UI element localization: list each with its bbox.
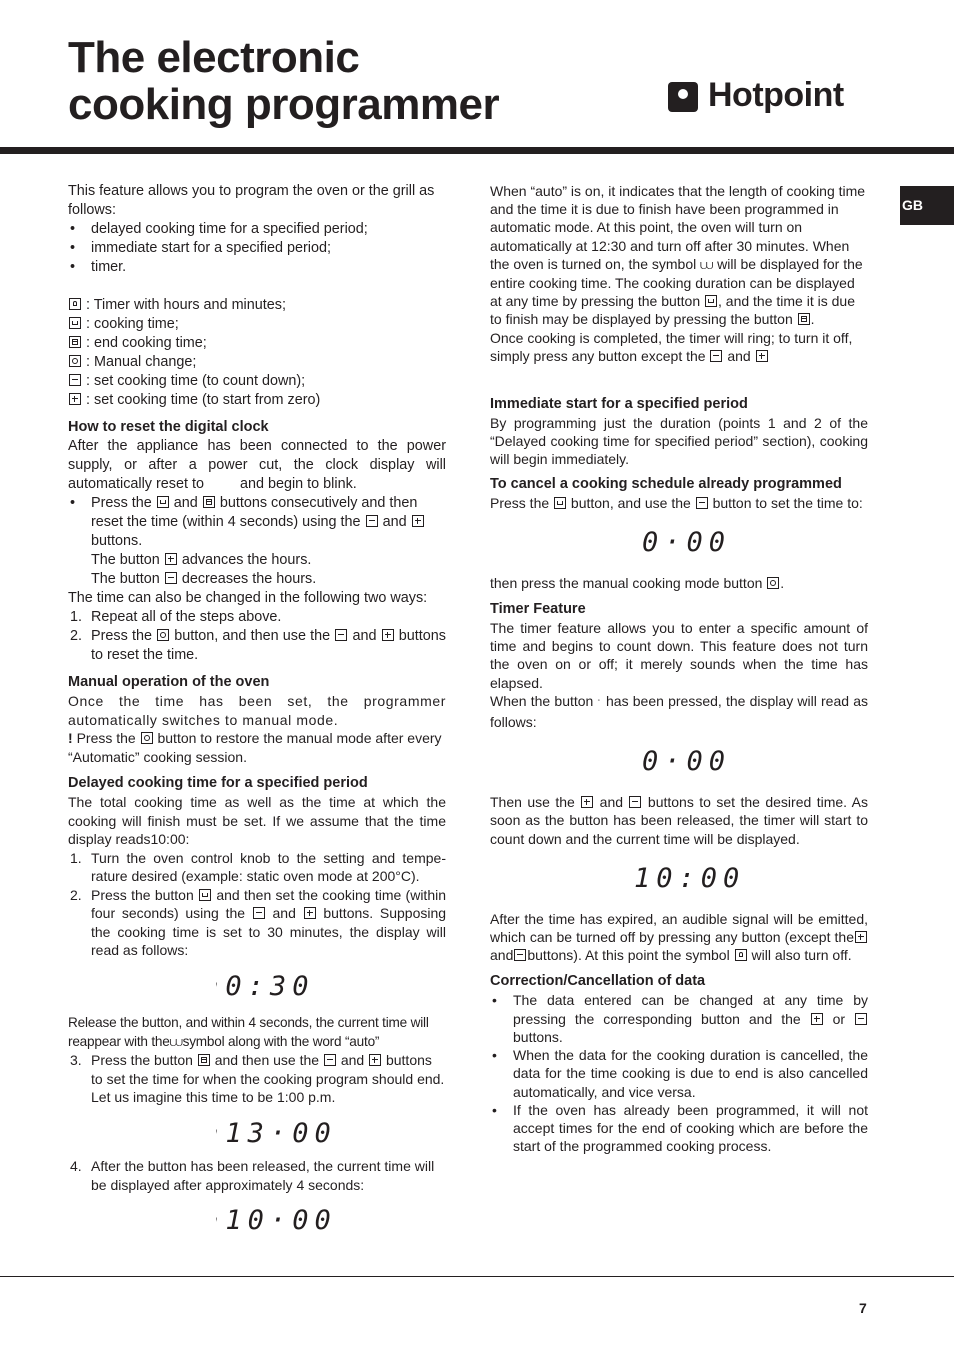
legend-plus: : set cooking time (to start from zero)	[68, 391, 446, 410]
button-legend	[68, 296, 446, 410]
plus-icon	[855, 931, 867, 943]
minus-icon	[855, 1013, 867, 1025]
reset-heading: How to reset the digital clock	[68, 419, 269, 435]
immediate-text: By programming just the duration (points 1 and 2 of the “Delayed cooking time for specified period” section), cooking will begin immediately.	[490, 415, 868, 468]
minus-icon	[710, 350, 722, 362]
manual-mode-icon	[141, 732, 153, 744]
release-text: Release the button, and within 4 seconds, the current time will reappear with the⩊symbol along with the word “auto”	[68, 1015, 429, 1049]
page-number: 7	[859, 1300, 867, 1316]
right-column	[490, 182, 868, 1155]
list-item: 2. Press the button, and then use the and buttons to reset the time.	[70, 628, 446, 663]
list-item: 3. Press the button and then use the and buttons to set the time for when the cooking program should end. Let us imagine this time to be 1:00 p.m.	[70, 1052, 445, 1105]
cooking-time-icon	[554, 497, 566, 509]
lcd-display-30min: ꜝ 0:30	[214, 970, 315, 1002]
brand-name: Hotpoint	[708, 76, 844, 114]
legend-end-cooking: : end cooking time;	[68, 334, 446, 353]
timer-bell-icon	[69, 298, 81, 310]
end-cooking-icon	[198, 1054, 210, 1066]
end-cooking-icon	[69, 336, 81, 348]
legend-manual: : Manual change;	[68, 353, 446, 372]
bell-icon: ﾟ	[597, 698, 602, 708]
end-cooking-icon	[798, 313, 810, 325]
reset-text: After the appliance has been connected to the power supply, or after a power cut, the clock display will automatically reset to and begin to blink.	[68, 438, 450, 492]
cooking-time-icon	[157, 496, 169, 508]
auto-indicator-icon: ꜝ	[214, 982, 220, 992]
header-rule	[0, 147, 954, 154]
plus-icon	[165, 553, 177, 565]
legend-minus: : set cooking time (to count down);	[68, 372, 446, 391]
minus-icon	[696, 497, 708, 509]
manual-heading: Manual operation of the oven	[68, 674, 270, 690]
footer-rule	[0, 1276, 954, 1277]
page-title	[68, 34, 499, 128]
legend-cooking-time: : cooking time;	[68, 315, 446, 334]
end-cooking-icon	[203, 496, 215, 508]
lcd-display-timer: 0·00	[642, 746, 732, 778]
minus-icon	[366, 515, 378, 527]
plus-icon	[382, 629, 394, 641]
intro-list	[68, 220, 446, 277]
list-item: • When the data for the cooking duration is cancelled, the data for the time cooking is due to end is also cancelled automatically, and vice versa.	[492, 1047, 868, 1100]
list-item: • Press the and buttons consecutively and then reset the time (within 4 seconds) using the and buttons. The button advances the hours. The button decreases the hours.	[68, 494, 446, 589]
manual-mode-icon	[69, 355, 81, 367]
minus-icon	[253, 907, 265, 919]
cooking-time-icon	[705, 295, 717, 307]
plus-icon	[581, 796, 593, 808]
list-item: • timer.	[70, 259, 127, 275]
correction-heading: Correction/Cancellation of data	[490, 973, 706, 990]
lcd-display-1000: ꜝ 10·00	[214, 1205, 337, 1236]
delayed-text: The total cooking time as well as the time at which the cooking will finish must be set. If we assume that the time display reads10:00:	[68, 794, 446, 847]
plus-icon	[412, 515, 424, 527]
cancel-heading: To cancel a cooking schedule already programmed	[490, 475, 842, 492]
list-item: 4. After the button has been released, the current time will be displayed after approximately 4 seconds:	[70, 1158, 435, 1193]
warning-mark: !	[68, 730, 73, 746]
minus-icon	[69, 374, 81, 386]
auto-indicator-icon: ꜝ	[214, 1129, 220, 1139]
cooking-pot-icon: ⩊	[700, 256, 714, 272]
cancel-then: then press the manual cooking mode button .	[490, 574, 785, 591]
list-item: • If the oven has already been programmed, it will not accept times for the end of cooking which are before the start of the programmed cooking process.	[492, 1101, 868, 1155]
language-tab: GB	[900, 186, 954, 225]
cooking-time-icon	[69, 317, 81, 329]
cooking-pot-icon: ⩊	[169, 1033, 183, 1049]
timer-bell-icon	[735, 949, 747, 961]
lcd-display-timer-1000: 10:00	[634, 862, 746, 894]
intro-text: This feature allows you to program the oven or the grill as follows:	[68, 183, 435, 218]
minus-icon	[335, 629, 347, 641]
legend-timer: : Timer with hours and minutes;	[68, 296, 446, 315]
plus-icon	[811, 1013, 823, 1025]
left-column	[68, 182, 450, 1237]
plus-icon	[69, 393, 81, 405]
timer-then: Then use the and buttons to set the desired time. As soon as the button has been released, the timer will start to count down and the current time will be displayed.	[490, 794, 869, 847]
title-line-1: The electronic	[68, 33, 360, 82]
lcd-display-cancel: 0·00	[642, 526, 732, 558]
timer-heading: Timer Feature	[490, 601, 586, 618]
timer-when: When the button ﾟ has been pressed, the display will read as follows:	[490, 692, 868, 731]
title-line-2: cooking programmer	[68, 80, 500, 129]
lcd-display-1300: ꜝ 13·00	[214, 1117, 337, 1149]
list-item: • delayed cooking time for a specified period;	[70, 221, 368, 237]
cancel-text: Press the button, and use the button to set the time to:	[490, 494, 863, 511]
manual-mode-icon	[157, 629, 169, 641]
list-item: 2. Press the button and then set the cooking time (within four seconds) using the and buttons. Supposing the cooking time is set to 30 minutes, the display will read as follows:	[70, 886, 447, 958]
delayed-heading: Delayed cooking time for a specified period	[68, 775, 368, 791]
timer-after: After the time has expired, an audible signal will be emitted, which can be turned off by pressing any button (except theand buttons). At this point the symbol will also turn off.	[490, 910, 868, 964]
auto-text: When “auto” is on, it indicates that the length of cooking time and the time it is due to finish have been programmed in automatic mode. At this point, the oven will turn on automatically at 12:30 and turn off after 30 minutes. When the oven is turned on, the symbol ⩊ will be displayed for the entire cooking time. The cooking duration can be displayed at any time by pressing the button , and the time it is due to finish may be displayed by pressing the button . Once cooking is completed, the timer will ring; to turn it off, simply press any button except the and	[490, 183, 866, 364]
minus-icon	[514, 949, 526, 961]
immediate-heading: Immediate start for a specified period	[490, 396, 748, 413]
minus-icon	[324, 1054, 336, 1066]
auto-indicator-icon: ꜝ	[214, 1216, 220, 1227]
minus-icon	[629, 796, 641, 808]
reset-after: The time can also be changed in the following two ways:	[68, 590, 428, 606]
manual-mode-icon	[767, 577, 779, 589]
list-item: 1. Turn the oven control knob to the setting and tempe-rature desired (example: static oven mode at 200°C).	[70, 849, 446, 884]
cooking-time-icon	[199, 889, 211, 901]
list-item: 1. Repeat all of the steps above.	[70, 609, 282, 625]
plus-icon	[369, 1054, 381, 1066]
manual-note: ! Press the button to restore the manual mode after every “Automatic” cooking session.	[68, 730, 442, 765]
minus-icon	[165, 572, 177, 584]
timer-text: The timer feature allows you to enter a specific amount of time and begins to count down. This feature does not turn the oven on or off; it merely sounds when the time has elapsed.	[490, 620, 868, 691]
plus-icon	[756, 350, 768, 362]
manual-text: Once the time has been set, the programmer automatically switches to manual mode.	[68, 693, 446, 728]
hotpoint-logo-icon	[668, 82, 698, 112]
list-item: • The data entered can be changed at any time by pressing the corresponding button and the or buttons.	[492, 992, 868, 1045]
plus-icon	[304, 907, 316, 919]
list-item: • immediate start for a specified period;	[70, 240, 331, 256]
